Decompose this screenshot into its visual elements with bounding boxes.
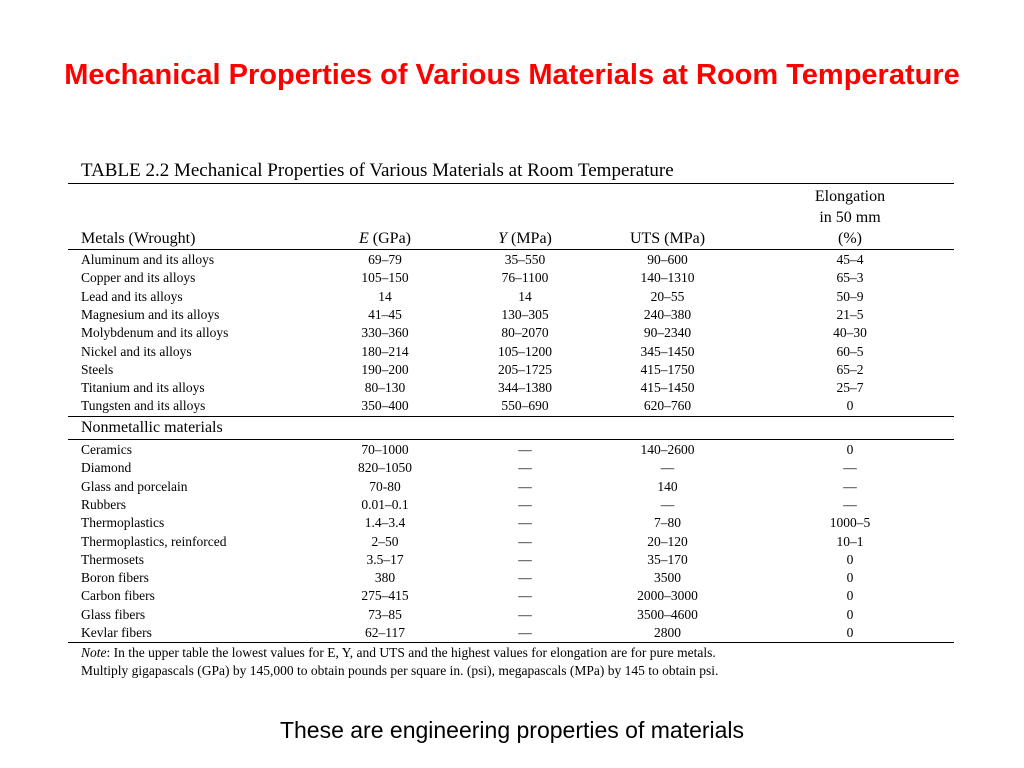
- cell-uts-mpa: 2000–3000: [637, 588, 698, 604]
- cell-uts-mpa: 140–1310: [640, 270, 695, 286]
- cell-e-gpa: 62–117: [365, 625, 405, 640]
- cell-uts-mpa: 620–760: [643, 398, 692, 414]
- header-uts: UTS (MPa): [629, 230, 706, 247]
- cell-y-mpa: —: [518, 460, 532, 476]
- cell-uts-mpa: 240–380: [643, 306, 692, 322]
- table-row: [0, 587, 1024, 605]
- header-elongation-line3: (%): [838, 230, 862, 247]
- cell-y-mpa: —: [518, 442, 532, 457]
- table-row: [0, 324, 1024, 342]
- cell-elongation: 1000–5: [829, 515, 871, 531]
- cell-e-gpa: 2–50: [371, 533, 399, 549]
- cell-uts-mpa: 90–600: [647, 252, 688, 267]
- slide-title: Mechanical Properties of Various Materials at Room Temperature: [64, 59, 960, 91]
- cell-uts-mpa: —: [660, 460, 675, 476]
- cell-e-gpa: 14: [378, 288, 392, 304]
- cell-e-gpa: 190–200: [361, 361, 409, 377]
- cell-uts-mpa: 3500: [654, 570, 681, 586]
- cell-uts-mpa: 35–170: [647, 551, 688, 567]
- cell-material: Tungsten and its alloys: [81, 398, 206, 414]
- table-bottom-rule: [68, 642, 954, 643]
- cell-material: Titanium and its alloys: [81, 380, 205, 396]
- cell-e-gpa: 820–1050: [358, 460, 412, 476]
- table-row: [0, 379, 1024, 397]
- cell-e-gpa: 0.01–0.1: [361, 496, 409, 512]
- table-row: [0, 459, 1024, 477]
- cell-y-mpa: —: [518, 515, 532, 531]
- cell-uts-mpa: 20–55: [650, 288, 685, 304]
- table-row: [0, 397, 1024, 415]
- cell-elongation: 0: [846, 551, 854, 567]
- cell-y-mpa: —: [518, 551, 532, 567]
- cell-e-gpa: 73–85: [368, 606, 402, 622]
- table-row: [0, 269, 1024, 287]
- cell-e-gpa: 330–360: [361, 325, 409, 341]
- cell-y-mpa: —: [518, 478, 532, 494]
- cell-material: Glass and porcelain: [81, 478, 188, 494]
- table-row: [0, 361, 1024, 379]
- cell-material: Rubbers: [81, 496, 126, 512]
- table-row: [0, 496, 1024, 514]
- header-y-symbol: Y: [498, 230, 507, 247]
- cell-elongation: 0: [846, 570, 854, 586]
- cell-elongation: 0: [846, 398, 854, 414]
- cell-e-gpa: 180–214: [361, 343, 409, 359]
- cell-elongation: 50–9: [836, 288, 864, 304]
- cell-elongation: 0: [846, 625, 854, 640]
- header-elongation-line2: in 50 mm: [819, 209, 881, 226]
- cell-y-mpa: 130–305: [501, 306, 549, 322]
- cell-elongation: —: [843, 460, 857, 476]
- cell-elongation: 60–5: [836, 343, 864, 359]
- cell-material: Thermoplastics: [81, 515, 165, 531]
- nonmetallic-header-rule: [68, 439, 954, 440]
- cell-elongation: 10–1: [836, 533, 864, 549]
- cell-material: Ceramics: [81, 442, 132, 457]
- note-label: Note: [81, 645, 107, 660]
- header-y: [465, 228, 585, 249]
- cell-uts-mpa: 140–2600: [640, 442, 695, 457]
- table-row: [0, 569, 1024, 587]
- cell-e-gpa: 70–1000: [361, 442, 409, 457]
- header-e-unit: (GPa): [368, 230, 411, 247]
- cell-elongation: 40–30: [833, 325, 867, 341]
- cell-y-mpa: 80–2070: [501, 325, 549, 341]
- cell-material: Kevlar fibers: [81, 625, 152, 640]
- cell-uts-mpa: 7–80: [654, 515, 681, 531]
- cell-e-gpa: 80–130: [364, 380, 406, 396]
- cell-material: Boron fibers: [81, 570, 149, 586]
- header-elongation-line1: Elongation: [814, 188, 886, 205]
- cell-elongation: 0: [846, 606, 854, 622]
- cell-y-mpa: —: [518, 496, 532, 512]
- cell-y-mpa: 76–1100: [501, 270, 549, 286]
- table-row: [0, 551, 1024, 569]
- cell-material: Carbon fibers: [81, 588, 155, 604]
- cell-material: Lead and its alloys: [81, 288, 183, 304]
- cell-y-mpa: —: [518, 625, 532, 640]
- cell-material: Steels: [81, 361, 114, 377]
- cell-material: Thermosets: [81, 551, 144, 567]
- table-note-line1: [81, 644, 716, 662]
- table-note-line2: Multiply gigapascals (GPa) by 145,000 to obtain pounds per square in. (psi), megapascals (MPa) by 145 to obtain psi.: [81, 663, 719, 678]
- cell-y-mpa: 105–1200: [498, 343, 552, 359]
- header-bottom-rule: [68, 249, 954, 250]
- cell-elongation: 0: [846, 588, 854, 604]
- cell-material: Molybdenum and its alloys: [81, 325, 229, 341]
- cell-y-mpa: —: [518, 533, 532, 549]
- cell-uts-mpa: —: [660, 496, 675, 512]
- cell-uts-mpa: 20–120: [647, 533, 688, 549]
- table-row: [0, 288, 1024, 306]
- cell-uts-mpa: 140: [657, 478, 678, 494]
- cell-material: Aluminum and its alloys: [81, 252, 215, 267]
- cell-y-mpa: 550–690: [501, 398, 549, 414]
- cell-material: Diamond: [81, 460, 132, 476]
- cell-uts-mpa: 415–1450: [640, 380, 695, 396]
- cell-y-mpa: —: [518, 570, 532, 586]
- cell-uts-mpa: 90–2340: [643, 325, 692, 341]
- cell-y-mpa: 205–1725: [498, 361, 552, 377]
- table-row: [0, 624, 1024, 642]
- table-caption: TABLE 2.2 Mechanical Properties of Various Materials at Room Temperature: [81, 160, 674, 181]
- cell-y-mpa: 344–1380: [498, 380, 552, 396]
- note-text-line1: : In the upper table the lowest values for E, Y, and UTS and the highest values for elongation are for pure metals.: [106, 645, 716, 660]
- cell-e-gpa: 380: [374, 570, 396, 586]
- table-row: [0, 251, 1024, 269]
- cell-e-gpa: 1.4–3.4: [364, 515, 406, 531]
- header-e: [325, 228, 445, 249]
- header-e-symbol: E: [359, 230, 369, 247]
- cell-material: Glass fibers: [81, 606, 146, 622]
- cell-uts-mpa: 2800: [654, 625, 681, 640]
- table-row: [0, 606, 1024, 624]
- slide-footer-text: These are engineering properties of materials: [279, 717, 745, 743]
- table-row: [0, 533, 1024, 551]
- cell-e-gpa: 41–45: [368, 306, 402, 322]
- table-row: [0, 306, 1024, 324]
- nonmetallic-section-label: Nonmetallic materials: [81, 419, 223, 436]
- cell-uts-mpa: 345–1450: [640, 343, 695, 359]
- cell-uts-mpa: 3500–4600: [637, 606, 698, 622]
- table-row: [0, 343, 1024, 361]
- table-row: [0, 514, 1024, 532]
- cell-e-gpa: 350–400: [361, 398, 409, 414]
- cell-e-gpa: 69–79: [368, 252, 402, 267]
- cell-uts-mpa: 415–1750: [640, 361, 695, 377]
- cell-elongation: 45–4: [836, 252, 864, 267]
- cell-material: Magnesium and its alloys: [81, 306, 220, 322]
- cell-e-gpa: 105–150: [361, 270, 409, 286]
- table-top-rule: [68, 183, 954, 184]
- cell-elongation: —: [843, 478, 857, 494]
- table-row: [0, 441, 1024, 459]
- header-metals: Metals (Wrought): [81, 230, 196, 247]
- cell-elongation: —: [843, 496, 857, 512]
- cell-elongation: 0: [846, 442, 854, 457]
- cell-material: Thermoplastics, reinforced: [81, 533, 227, 549]
- cell-elongation: 25–7: [836, 380, 864, 396]
- cell-elongation: 21–5: [836, 306, 864, 322]
- cell-y-mpa: —: [518, 606, 532, 622]
- cell-y-mpa: 35–550: [504, 252, 546, 267]
- table-row: [0, 478, 1024, 496]
- cell-elongation: 65–2: [836, 361, 864, 377]
- cell-elongation: 65–3: [836, 270, 864, 286]
- cell-e-gpa: 3.5–17: [366, 551, 404, 567]
- header-y-unit: (MPa): [507, 230, 552, 247]
- cell-e-gpa: 275–415: [361, 588, 409, 604]
- cell-e-gpa: 70-80: [369, 478, 401, 494]
- cell-material: Copper and its alloys: [81, 270, 196, 286]
- cell-material: Nickel and its alloys: [81, 343, 192, 359]
- cell-y-mpa: —: [518, 588, 532, 604]
- cell-y-mpa: 14: [518, 288, 532, 304]
